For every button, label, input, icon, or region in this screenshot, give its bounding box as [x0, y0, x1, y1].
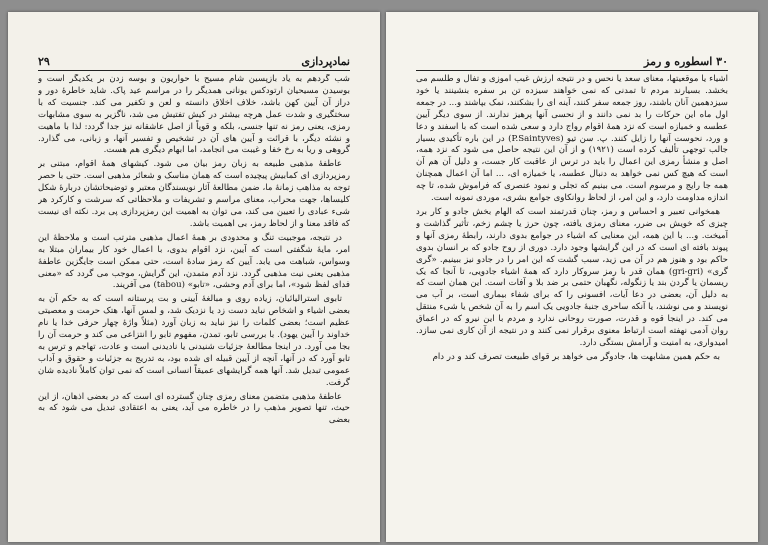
paragraph: در نتیجه، موجبیت تنگ و محدودی بر همهٔ اعمال مذهبی مترتب است و ملاحظهٔ این امر، مایهٔ شگفتی است که آیین، نزد اقوام بدوی، با اعمال خود کار بیماران مبتلا به وسواس، شباهت می یابد. آیین که رمز سادهٔ است، حتی ممکن است جایگزین عاطفهٔ مذهبی یعنی نیت مذهبی گردد. نزد آدم متمدن، این گرایش، موجب می گردد که «معنی فدای لفظ شود»، اما برای آدم وحشی، «تابو» (tabou) می آفریند. [38, 232, 350, 291]
right-page-number: ۳۰ [716, 55, 728, 68]
paragraph: تابوی استرالیائیان، زیاده روی و مبالغهٔ آیینی و بت پرستانه است که به حکم آن به بعضی اشیاء و اشخاص نباید دست زد یا نزدیک شد، و لمس آنها، هتک حرمت و معصیتی عظیم است؛ بعضی کلمات را نیز نباید به زبان آورد (مثلاً واژهٔ چهار حرفی خدا یا نام خداوند را آیین یهود). با بررسی تابو، تمدن، مفهوم تابو را انتزاعی می کند و حرمت آن را بجا می آورد. در اینجا مطالعهٔ جزئیات شنیدنی یا نادیدنی است و عادت، تهاجم و ترس به تابو آورد که در آنها، آنچه از آیین قبیله ای شده بود، به تدریج به جزئیات و حقوق و آداب عمومی تبدیل شد. آنها همه گرایشهای عمیقاً انسانی است که نمی توان کاملاً نادیده شان گرفت. [38, 294, 350, 388]
left-page-body [38, 74, 350, 528]
paragraph: عاطفهٔ مذهبی طبیعه به زبان رمز بیان می شود. کیشهای همهٔ اقوام، مبتنی بر رمزپردازی ای کمابیش پیچیده است که همان مناسک و شعائر مذهبی است. حتی با حصر توجه به مذاهب زمانهٔ ما، ضمن مطالعهٔ آثار نویسندگان معتبر و توضیحاتشان دربارهٔ شکل کلیساها، جهت محراب، معنای مراسم و تشریفات و ملاحظاتی که سرشت و کارکرد هر شیء عبادی را تعیین می کند، می توان به اهمیت این رمزپردازی پی برد. نکته ای نیست که فاقد معنا و از لحاظ رمز، بی اهمیت باشد. [38, 159, 350, 229]
right-page-number-title [644, 55, 728, 68]
paragraph: عاطفهٔ مذهبی متضمن معنای رمزی چنان گسترده ای است که در بعضی اذهان، از این حیث، تنها تصویر مذهب را در خاطره می آید، یعنی به اعتقادی تبدیل می شود که به بعضی [38, 391, 350, 426]
left-page [8, 12, 380, 542]
paragraph: شب گردهم به یاد بازپسین شام مسیح با حواریون و بوسه زدن بر یکدیگر است و بوسیدن مسیحیان ارتودکس یونانی همدیگر را در مراسم عید پاک. شاید خاطرهٔ دور و دراز آن آیین کهن باشد، خلاف اخلاق دانسته و لعن و تکفیر می کند. جنسیت که با سختگیری و شدت عمل هرچه بیشتر در کیش تفتیش می شد، ناگزیر به سوی مشابهات رمزی، یعنی رمز نه تنها جنسی، بلکه و قویاً از اصل عاشقانه نیز جدا گردد: لذا با ماهیت و نشئه دیگر، با قرائت و آیین های آن در تشخیص و تفسیر آنها، و زبانی، می گذارد. گروهی و ریا به رخ خفا و غیبت می انجامد، اما ابهام دیگری هم هست. [38, 74, 350, 156]
right-page [386, 12, 758, 542]
left-page-header [38, 50, 350, 71]
right-page-title: اسطوره و رمز [644, 55, 713, 68]
paragraph: به حکم همین مشابهت ها، جادوگر می خواهد بر قوای طبیعت تصرف کند و در دام [432, 351, 720, 362]
left-page-title: نمادپردازی [301, 55, 350, 68]
left-page-number: ۲۹ [38, 55, 50, 68]
right-page-body [416, 74, 728, 528]
paragraph: همخوانی تعبیر و احساس و رمز، چنان قدرتمند است که الهام بخش جادو و کار برد چیزی که خویش بی ضرر، معنای رمزی یافته، چون حرز یا چشم زخم، تأثیر گذاشت و آمیخت. و... با این همه، این معنایی که اشیاء در جوامع بدوی دارند، رابطهٔ رمزی آنها و پیوند بافته ای است که در این گرایشها وجود دارد. دوری از روح جادو که بر انسان بدوی حاکم بود و هنوز هم در آن می زید، سبب گشت که این امر را در جادو نیز ببینیم. «گری گری» (gri-gri) همان قدر با رمز سروکار دارد که همهٔ اشیاء جادویی، تا آنجا که یک ریسمان یا گردن بند یا زنگوله، نگهبان حتمی بر ضد بلا و آفات است. این همان است که به دلیل آن، بعضی در دعا آیات، افسونی را که برای شفاء بیماری است، بر آب می نویسند و می نوشند، یا آنکه ساحری جنبهٔ جادویی یک اسم را به آن شخص یا شیء منتقل می کند. در اینجا قوه و قدرت، صورت روحانی ندارد و مردم با این نیرو که در اعماق روان آدمی نهفته است ارتباط معنوی برقرار نمی کنند و در نتیجه از آن کاری نمی سازد. امیدواری، به امنیت و آرامش بستگی دارد. [416, 206, 728, 348]
paragraph: اشیاء یا موقعیتها، معنای سعد یا نحس و در نتیجه ارزش غیب آموزی و تفأل و طلسم می بخشد. بسیارند مردم تا تمدنی که نمی خواهند سیزده تن بر سفره بنشینند یا خود سیزدهمین آنان باشند، روز جمعه سفر کنند، آینه ای را بشکنند، نمک بپاشند و... در جمعه اول ماه این حرکات را بد نمی دانند و از نحسی آنها پرهیز ندارند. از سوی دیگر آیین عطسه و خمیازه است که نزد همهٔ اقوام رواج دارد و سعی شده است که با اسفند و دعا و ورد، نحوست آنها را زایل کنند. پ. سن تیو (P.Saintyves) در این باره تأکیدی بسیار جالب توجهی تألیف کرده است (۱۹۲۱) و از آن این نتیجه حاصل می شود که نزد همه، اصل و منشأ رمزی این اعمال را باید در ترس از عاقبت کار جست، و دلیل آن هم آن است که هیچ کس نمی خواهد به دنبال عطسه، یا خمیازه ای، ... اما آن اعمال همچنان همه جا رایج و مرسوم است. می بینیم که تجلی و نمود عنصری که فراموش شده، تا چه اندازه مداومت دارد، و این امر، از لحاظ روانکاوی جوامع بشری، موردی نمونه است. [416, 74, 728, 204]
right-page-header [416, 50, 728, 71]
book-spread [8, 12, 758, 542]
